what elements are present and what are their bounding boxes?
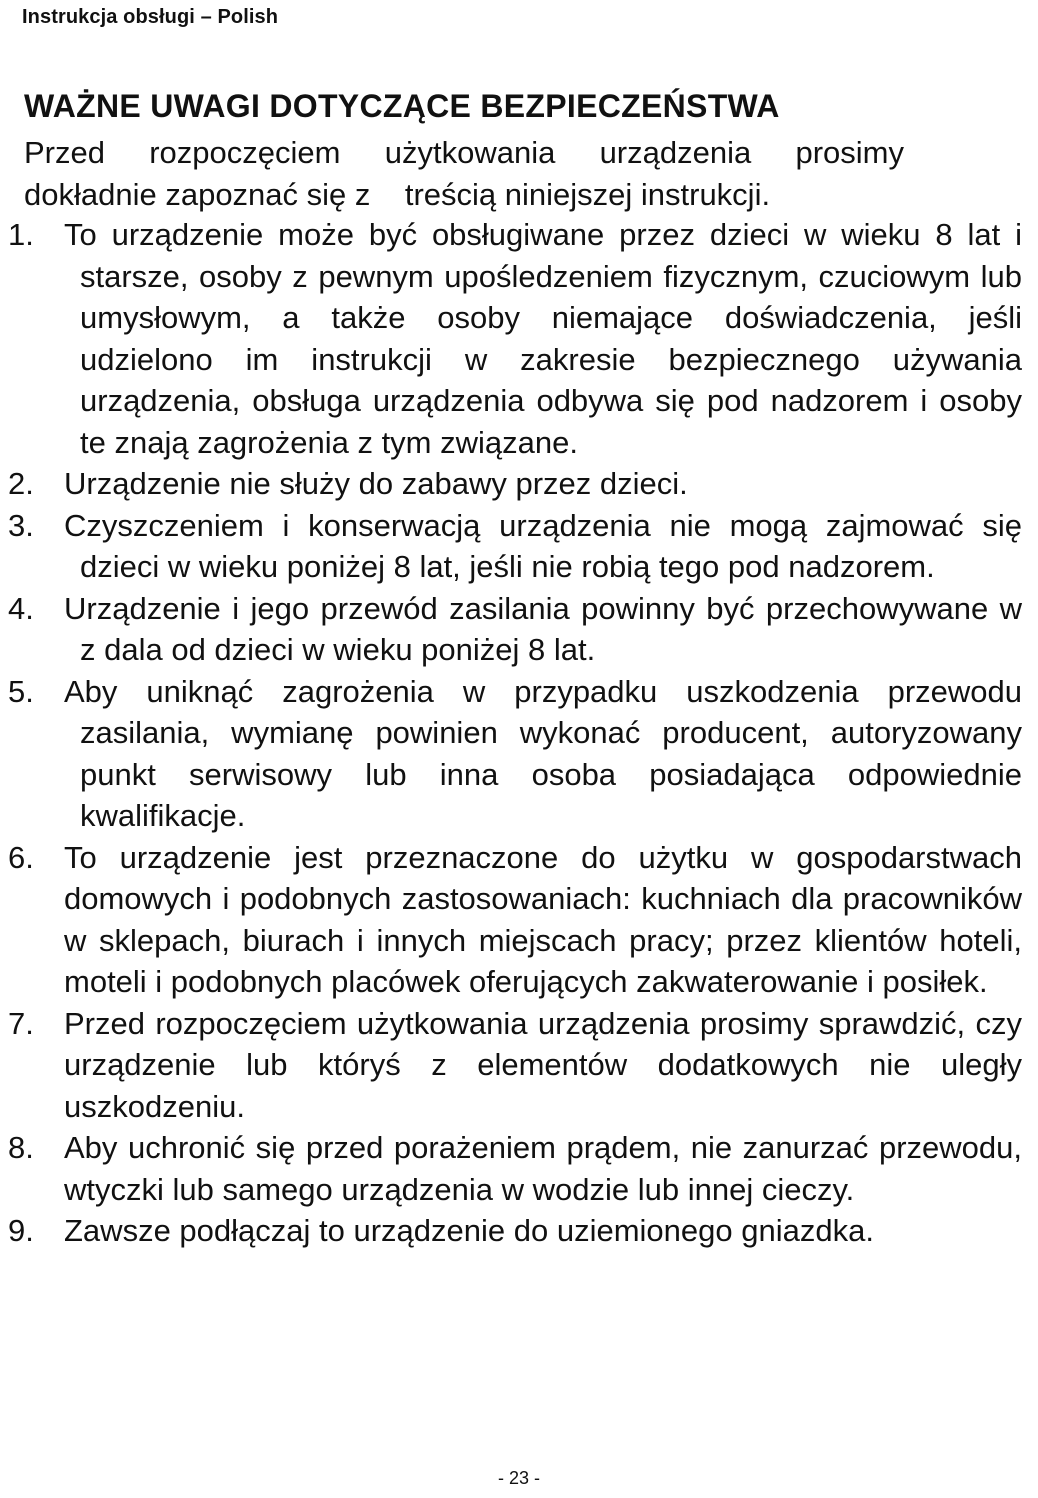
item-text: Zawsze podłączaj to urządzenie do uziemionego gniazdka. (64, 1213, 874, 1248)
item-number: 4. (8, 590, 34, 626)
item-text: To urządzenie może być obsługiwane przez dzieci w wieku 8 lat i starsze, osoby z pewnym upośledzeniem fizycznym, czuciowym lub umysłowym, a także osoby niemające doświadczenia, jeśli udzielono im instrukcji w zakresie bezpiecznego używania urządzenia, obsługa urządzenia odbywa się pod nadzorem i osoby te znają zagrożenia z tym związane. (64, 217, 1022, 460)
item-text: Urządzenie i jego przewód zasilania powinny być przechowywane w z dala od dzieci w wieku poniżej 8 lat. (64, 590, 1022, 667)
list-item (8, 837, 1022, 1003)
item-number: 3. (8, 507, 34, 543)
item-text: Czyszczeniem i konserwacją urządzenia nie mogą zajmować się dzieci w wieku poniżej 8 lat, jeśli nie robią tego pod nadzorem. (64, 507, 1022, 584)
list-item (8, 463, 1022, 505)
intro-paragraph (24, 132, 924, 215)
list-item (8, 588, 1022, 671)
intro-line-2: dokładnie zapoznać się z treścią niniejszej instrukcji. (24, 176, 771, 212)
item-text: Urządzenie nie służy do zabawy przez dzieci. (64, 466, 688, 501)
list-item (8, 1210, 1022, 1252)
item-text: To urządzenie jest przeznaczone do użytku w gospodarstwach domowych i podobnych zastosowaniach: kuchniach dla pracowników w sklepach, biurach i innych miejscach pracy; przez klientów hoteli, moteli i podobnych placówek oferujących zakwaterowanie i posiłek. (64, 839, 1022, 999)
item-number: 8. (8, 1130, 34, 1165)
safety-list (8, 214, 1022, 1252)
list-item (8, 671, 1022, 837)
item-number: 7. (8, 1005, 34, 1041)
item-text: Przed rozpoczęciem użytkowania urządzenia prosimy sprawdzić, czy urządzenie lub któryś z elementów dodatkowych nie uległy uszkodzeniu. (64, 1005, 1022, 1124)
list-item (8, 1127, 1022, 1210)
item-number: 5. (8, 673, 34, 709)
item-text: Aby uniknąć zagrożenia w przypadku uszkodzenia przewodu zasilania, wymianę powinien wykonać producent, autoryzowany punkt serwisowy lub inna osoba posiadająca odpowiednie kwalifikacje. (64, 673, 1022, 833)
list-item (8, 505, 1022, 588)
item-number: 9. (8, 1213, 34, 1248)
running-header: Instrukcja obsługi – Polish (22, 6, 279, 28)
item-number: 2. (8, 466, 34, 501)
list-item (8, 1003, 1022, 1128)
section-title: WAŻNE UWAGI DOTYCZĄCE BEZPIECZEŃSTWA (24, 88, 780, 124)
item-text: Aby uchronić się przed porażeniem prądem, nie zanurzać przewodu, wtyczki lub samego urządzenia w wodzie lub innej cieczy. (64, 1130, 1022, 1207)
intro-line-1: Przed rozpoczęciem użytkowania urządzenia prosimy (24, 135, 904, 170)
list-item (8, 214, 1022, 463)
item-number: 1. (8, 217, 34, 252)
item-number: 6. (8, 839, 34, 875)
page-number: - 23 - (497, 1468, 540, 1488)
